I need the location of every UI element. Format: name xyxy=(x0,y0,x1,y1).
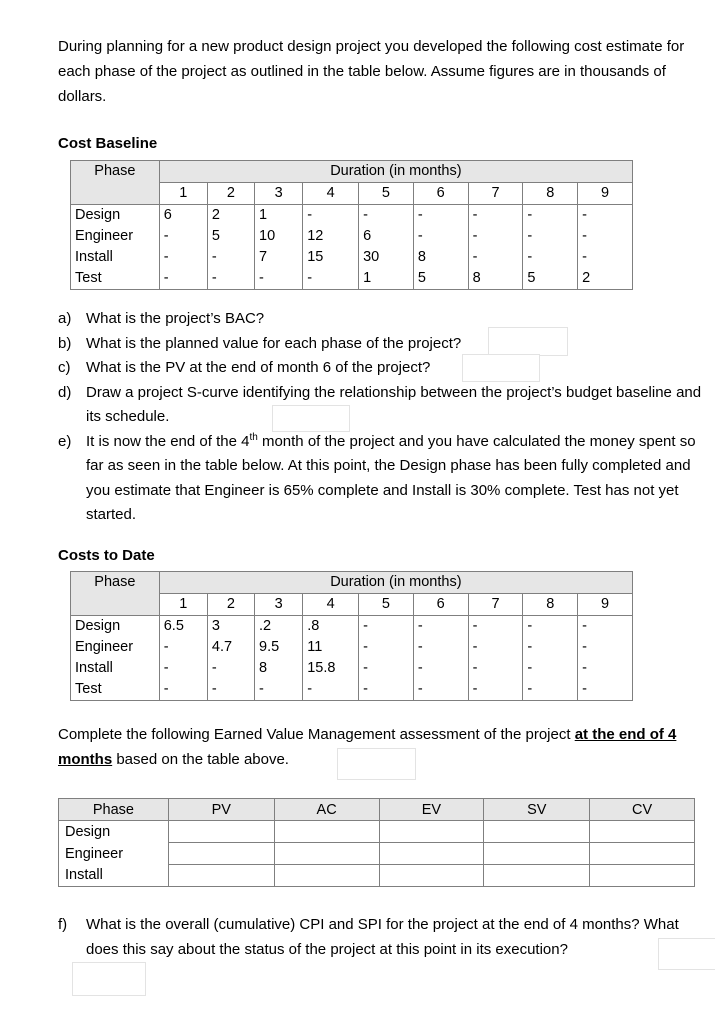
intro-paragraph: During planning for a new product design project you developed the following cost estimate for each phase of the project as outlined in the table below. Assume figures are in thousands of dollars. xyxy=(58,38,685,105)
table-cell: 3 xyxy=(207,616,254,638)
table-cell: - xyxy=(578,637,633,658)
table-cell: 8 xyxy=(413,247,468,268)
question-d xyxy=(58,381,708,430)
table-cell: - xyxy=(523,247,578,268)
table-row xyxy=(71,205,633,227)
table-cell: 2 xyxy=(578,268,633,290)
table-cell: - xyxy=(468,226,523,247)
answer-cell[interactable] xyxy=(274,865,379,887)
question-e-post: month of the project and you have calculated the money spent so far as seen in the table below. At this point, the Design phase has been fully completed and you estimate that Engineer is 65% complete and Install is 30% complete. Test has not yet started. xyxy=(86,432,696,523)
phase-label: Design xyxy=(71,616,160,638)
table-cell: - xyxy=(468,637,523,658)
table-row xyxy=(59,865,695,887)
table-cell: 12 xyxy=(303,226,359,247)
answer-cell[interactable] xyxy=(274,843,379,865)
duration-header: Duration (in months) xyxy=(159,161,632,183)
phase-label: Install xyxy=(71,658,160,679)
table-cell: - xyxy=(413,658,468,679)
table-cell: - xyxy=(207,658,254,679)
table-cell: - xyxy=(159,226,207,247)
table-cell: 5 xyxy=(207,226,254,247)
table-cell: - xyxy=(523,658,578,679)
answer-cell[interactable] xyxy=(274,821,379,843)
table-cell: - xyxy=(413,637,468,658)
table-cell: - xyxy=(523,679,578,701)
table-cell: 5 xyxy=(523,268,578,290)
costs-to-date-table xyxy=(70,571,633,701)
month-header: 9 xyxy=(578,594,633,616)
table-cell: - xyxy=(578,247,633,268)
month-header: 1 xyxy=(159,183,207,205)
table-cell: 10 xyxy=(255,226,303,247)
phase-label: Engineer xyxy=(59,843,169,865)
table-cell: - xyxy=(255,679,303,701)
table-cell: - xyxy=(413,226,468,247)
table-cell: 11 xyxy=(303,637,359,658)
phase-label: Install xyxy=(71,247,160,268)
evm-header-ev: EV xyxy=(379,799,484,821)
question-text: What is the planned value for each phase of the project? xyxy=(86,334,462,352)
table-cell: - xyxy=(255,268,303,290)
answer-cell[interactable] xyxy=(168,865,274,887)
table-cell: 8 xyxy=(468,268,523,290)
month-header: 4 xyxy=(303,183,359,205)
question-text: What is the PV at the end of month 6 of the project? xyxy=(86,359,431,376)
table-cell: 15 xyxy=(303,247,359,268)
month-header: 5 xyxy=(359,183,414,205)
evm-header-pv: PV xyxy=(168,799,274,821)
answer-cell[interactable] xyxy=(484,865,590,887)
evm-header-sv: SV xyxy=(484,799,590,821)
month-header: 3 xyxy=(255,594,303,616)
table-cell: - xyxy=(359,205,414,227)
answer-box[interactable] xyxy=(272,405,350,432)
answer-cell[interactable] xyxy=(168,843,274,865)
answer-cell[interactable] xyxy=(484,821,590,843)
table-cell: - xyxy=(523,226,578,247)
table-cell: - xyxy=(359,679,414,701)
question-e-pre: It is now the end of the 4 xyxy=(86,432,250,450)
answer-cell[interactable] xyxy=(379,821,484,843)
answer-box[interactable] xyxy=(337,748,416,780)
table-cell: 1 xyxy=(255,205,303,227)
phase-label: Install xyxy=(59,865,169,887)
question-f xyxy=(58,913,698,962)
table-row xyxy=(71,268,633,290)
month-header: 8 xyxy=(523,183,578,205)
question-text: What is the overall (cumulative) CPI and SPI for the project at the end of 4 months? What does this say about the status of the project at this point in its execution? xyxy=(86,916,679,958)
table-cell: - xyxy=(578,226,633,247)
phase-header: Phase xyxy=(71,572,160,594)
question-e xyxy=(58,430,708,528)
question-letter: b) xyxy=(58,334,72,352)
table-cell: 4.7 xyxy=(207,637,254,658)
phase-header-spacer xyxy=(71,183,160,205)
month-header: 7 xyxy=(468,594,523,616)
phase-label: Engineer xyxy=(71,637,160,658)
answer-box[interactable] xyxy=(658,938,715,970)
question-c xyxy=(58,356,708,381)
table-cell: - xyxy=(303,268,359,290)
table-cell: 7 xyxy=(255,247,303,268)
month-header: 2 xyxy=(207,183,254,205)
costs-to-date-title: Costs to Date xyxy=(58,547,155,564)
answer-box[interactable] xyxy=(462,354,540,382)
table-cell: 1 xyxy=(359,268,414,290)
table-cell: 6 xyxy=(159,205,207,227)
evm-table xyxy=(58,798,695,887)
question-b xyxy=(58,332,708,357)
table-cell: 8 xyxy=(255,658,303,679)
table-cell: - xyxy=(523,616,578,638)
table-cell: - xyxy=(159,658,207,679)
table-cell: - xyxy=(303,679,359,701)
month-header: 2 xyxy=(207,594,254,616)
table-cell: .2 xyxy=(255,616,303,638)
table-row xyxy=(71,247,633,268)
table-cell: - xyxy=(413,616,468,638)
table-row xyxy=(71,679,633,701)
table-cell: - xyxy=(159,268,207,290)
table-cell: - xyxy=(468,679,523,701)
cost-baseline-table xyxy=(70,160,633,290)
answer-cell[interactable] xyxy=(590,865,695,887)
question-letter: e) xyxy=(58,432,72,450)
answer-cell[interactable] xyxy=(590,821,695,843)
table-row xyxy=(71,616,633,638)
question-a xyxy=(58,307,708,332)
question-e-sup: th xyxy=(249,431,258,443)
table-row xyxy=(71,637,633,658)
table-cell: - xyxy=(159,637,207,658)
phase-header: Phase xyxy=(71,161,160,183)
evm-prompt-post: based on the table above. xyxy=(112,750,289,768)
table-row xyxy=(59,821,695,843)
table-cell: - xyxy=(468,616,523,638)
evm-header-ac: AC xyxy=(274,799,379,821)
month-header: 9 xyxy=(578,183,633,205)
question-letter: d) xyxy=(58,383,72,401)
evm-header-cv: CV xyxy=(590,799,695,821)
question-text xyxy=(86,430,708,528)
answer-cell[interactable] xyxy=(484,843,590,865)
phase-label: Test xyxy=(71,679,160,701)
table-cell: 30 xyxy=(359,247,414,268)
evm-header-phase: Phase xyxy=(59,799,169,821)
answer-cell[interactable] xyxy=(168,821,274,843)
question-text: What is the project’s BAC? xyxy=(86,310,265,327)
table-cell: - xyxy=(359,658,414,679)
table-cell: - xyxy=(578,679,633,701)
table-cell: - xyxy=(207,679,254,701)
table-cell: - xyxy=(359,637,414,658)
phase-header-spacer xyxy=(71,594,160,616)
question-letter: f) xyxy=(58,916,68,933)
table-cell: 6.5 xyxy=(159,616,207,638)
table-cell: - xyxy=(413,679,468,701)
evm-prompt-emphasis: at the end of 4 months xyxy=(58,726,677,768)
answer-cell[interactable] xyxy=(379,865,484,887)
table-cell: - xyxy=(468,205,523,227)
table-cell: - xyxy=(578,658,633,679)
month-header: 7 xyxy=(468,183,523,205)
table-row xyxy=(71,226,633,247)
duration-header: Duration (in months) xyxy=(159,572,632,594)
table-row xyxy=(71,658,633,679)
phase-label: Design xyxy=(59,821,169,843)
question-letter: c) xyxy=(58,359,71,376)
phase-label: Engineer xyxy=(71,226,160,247)
month-header: 3 xyxy=(255,183,303,205)
table-cell: 9.5 xyxy=(255,637,303,658)
evm-prompt-pre: Complete the following Earned Value Management assessment of the project xyxy=(58,726,575,743)
table-row xyxy=(59,843,695,865)
table-cell: - xyxy=(523,205,578,227)
answer-cell[interactable] xyxy=(379,843,484,865)
table-cell: 2 xyxy=(207,205,254,227)
table-cell: .8 xyxy=(303,616,359,638)
table-cell: - xyxy=(359,616,414,638)
table-cell: 15.8 xyxy=(303,658,359,679)
table-cell: - xyxy=(578,616,633,638)
table-cell: - xyxy=(159,679,207,701)
cost-baseline-title: Cost Baseline xyxy=(58,135,158,152)
table-cell: - xyxy=(523,637,578,658)
table-cell: - xyxy=(468,247,523,268)
month-header: 5 xyxy=(359,594,414,616)
table-cell: - xyxy=(207,268,254,290)
answer-box[interactable] xyxy=(488,327,568,356)
month-header: 8 xyxy=(523,594,578,616)
table-cell: 6 xyxy=(359,226,414,247)
month-header: 6 xyxy=(413,594,468,616)
month-header: 6 xyxy=(413,183,468,205)
month-header: 1 xyxy=(159,594,207,616)
month-header: 4 xyxy=(303,594,359,616)
questions-list xyxy=(58,307,708,528)
phase-label: Design xyxy=(71,205,160,227)
table-cell: - xyxy=(207,247,254,268)
question-letter: a) xyxy=(58,310,72,327)
answer-cell[interactable] xyxy=(590,843,695,865)
table-cell: - xyxy=(468,658,523,679)
table-cell: - xyxy=(159,247,207,268)
table-cell: - xyxy=(578,205,633,227)
question-text: Draw a project S-curve identifying the relationship between the project’s budget baseline and its schedule. xyxy=(86,383,702,425)
table-cell: - xyxy=(303,205,359,227)
answer-box[interactable] xyxy=(72,962,146,996)
phase-label: Test xyxy=(71,268,160,290)
table-cell: - xyxy=(413,205,468,227)
table-cell: 5 xyxy=(413,268,468,290)
